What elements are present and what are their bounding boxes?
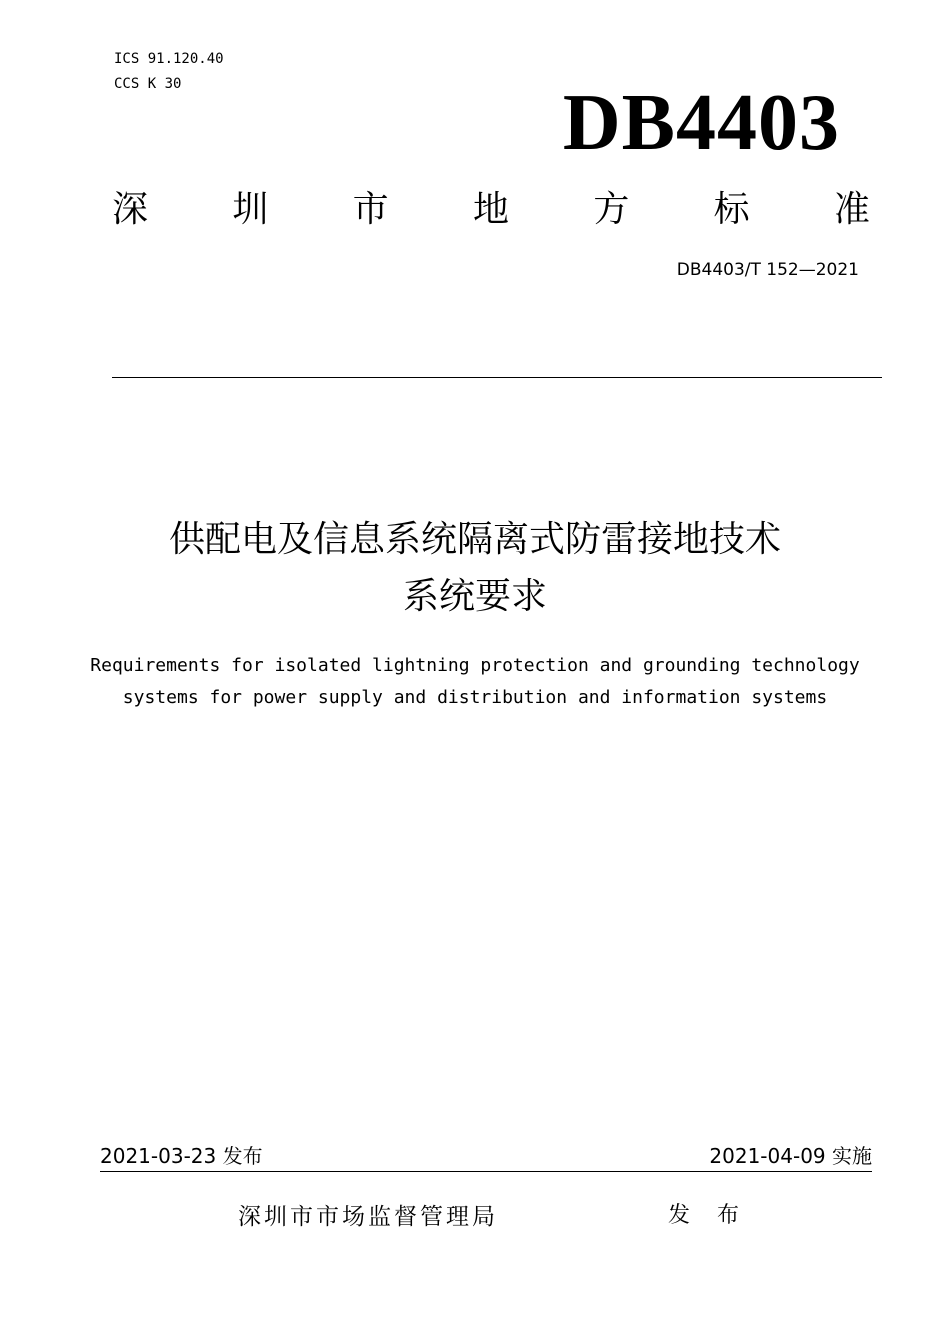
issue-date: 2021-03-23 发布: [100, 1144, 263, 1168]
title-english-line-2: systems for power supply and distribution and information systems: [122, 687, 828, 708]
ccs-code: CCS K 30: [114, 76, 182, 92]
issuing-authority: 深圳市市场监督管理局: [238, 1204, 498, 1230]
header-divider: [112, 377, 882, 378]
title-chinese-line-1: 供配电及信息系统隔离式防雷接地技术: [168, 519, 781, 560]
standard-number: DB4403/T 152—2021: [676, 260, 859, 280]
footer-divider: [100, 1171, 872, 1172]
standard-code-logo: DB4403: [562, 79, 840, 167]
implementation-date: 2021-04-09 实施: [709, 1144, 872, 1168]
standard-type-char: 标: [713, 189, 750, 230]
standard-type-char: 市: [352, 189, 389, 230]
ics-code: ICS 91.120.40: [114, 51, 224, 67]
title-chinese-line-2: 系统要求: [402, 576, 547, 617]
standard-type-char: 深: [112, 189, 149, 230]
issue-label: 发 布: [668, 1203, 749, 1228]
standard-type-heading: [112, 185, 870, 235]
standard-type-char: 准: [833, 189, 870, 230]
standard-type-char: 圳: [232, 189, 269, 230]
title-english-line-1: Requirements for isolated lightning protection and grounding technology: [90, 655, 860, 676]
standard-type-char: 方: [593, 189, 630, 230]
standard-type-char: 地: [472, 189, 509, 230]
